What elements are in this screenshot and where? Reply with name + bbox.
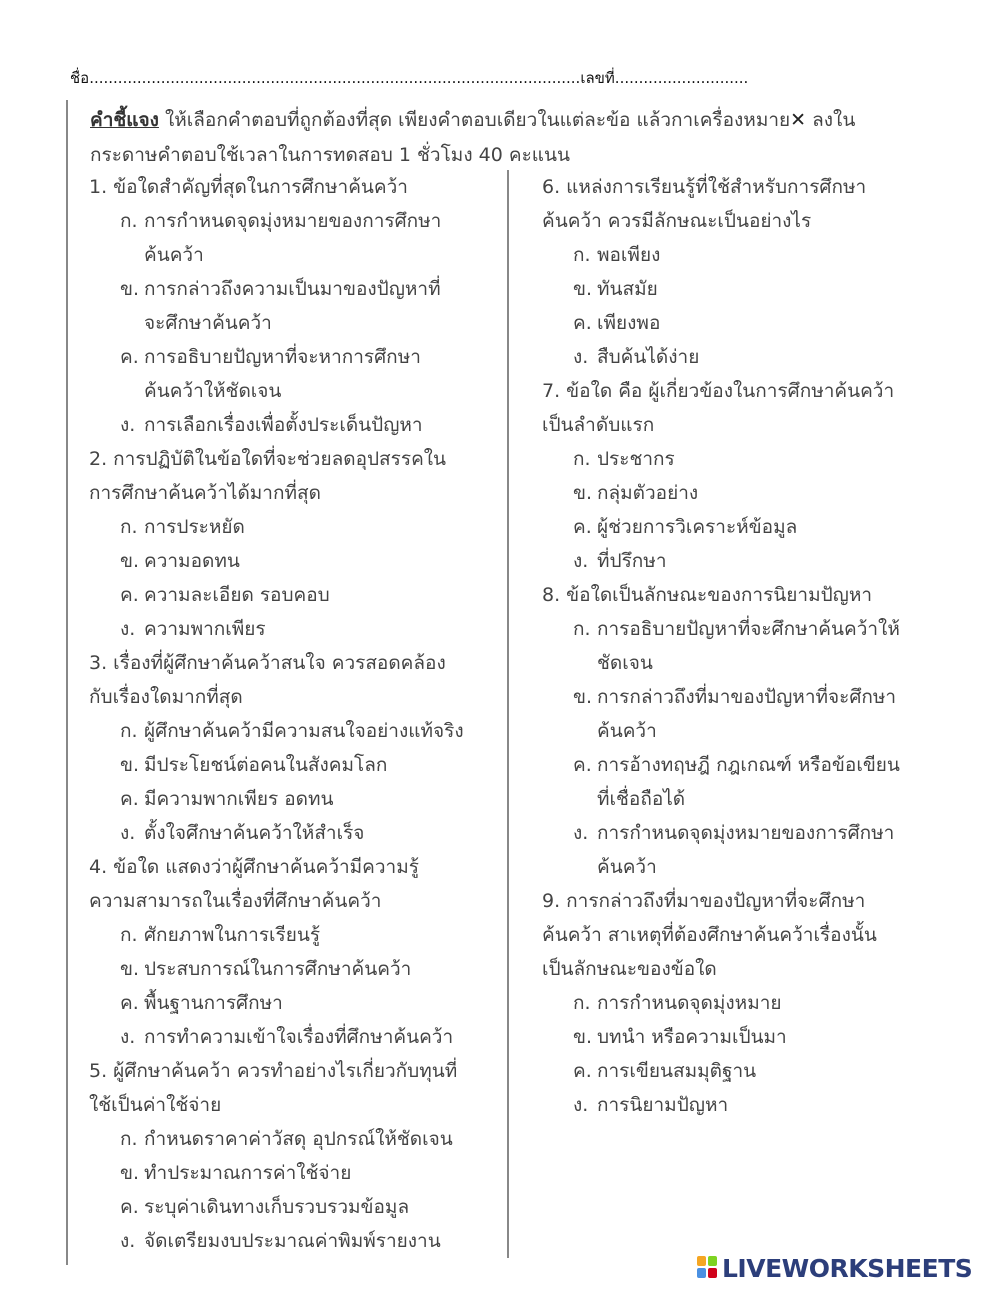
- answer-option: [543, 748, 943, 816]
- question-stem-line: ค้นคว้า ควรมีลักษณะเป็นอย่างไร: [542, 210, 812, 232]
- answer-option: [90, 340, 500, 408]
- option-text: การอธิบายปัญหาที่จะหาการศึกษา: [144, 346, 421, 368]
- left-question-column: [90, 170, 500, 1258]
- question: [543, 170, 943, 374]
- question-stem-line: 7. ข้อใด คือ ผู้เกี่ยวข้องในการศึกษาค้นคว้า: [542, 380, 895, 402]
- answer-option: [90, 918, 500, 952]
- option-letter: ง.: [120, 618, 136, 640]
- option-letter: ก.: [120, 924, 138, 946]
- question-stem-line: เป็นลักษณะของข้อใด: [542, 958, 717, 980]
- option-text: ตั้งใจศึกษาค้นคว้าให้สำเร็จ: [144, 822, 365, 844]
- question-stem: [90, 1054, 500, 1122]
- option-letter: ง.: [573, 550, 589, 572]
- option-text: ผู้ช่วยการวิเคราะห์ข้อมูล: [597, 516, 798, 538]
- question-stem: [90, 850, 500, 918]
- option-text: การเขียนสมมุติฐาน: [597, 1060, 757, 1082]
- question-stem: [543, 170, 943, 238]
- option-letter: ง.: [573, 822, 589, 844]
- answer-option: [543, 680, 943, 748]
- question-stem-line: การศึกษาค้นคว้าได้มากที่สุด: [89, 482, 321, 504]
- option-text: เพียงพอ: [597, 312, 661, 334]
- option-text-continued: ค้นคว้า: [144, 244, 204, 266]
- question: [90, 1054, 500, 1258]
- question-stem-line: 4. ข้อใด แสดงว่าผู้ศึกษาค้นคว้ามีความรู้: [89, 856, 419, 878]
- option-text: ความอดทน: [144, 550, 240, 572]
- question-stem: [543, 884, 943, 986]
- question-stem-line: 6. แหล่งการเรียนรู้ที่ใช้สำหรับการศึกษา: [542, 176, 867, 198]
- answer-option: [543, 986, 943, 1020]
- answer-option: [90, 1122, 500, 1156]
- question: [543, 374, 943, 578]
- answer-option: [543, 476, 943, 510]
- option-text: การนิยามปัญหา: [597, 1094, 729, 1116]
- question-stem-line: ใช้เป็นค่าใช้จ่าย: [89, 1094, 222, 1116]
- option-text-continued: ที่เชื่อถือได้: [597, 788, 686, 810]
- question: [90, 850, 500, 1054]
- answer-option: [543, 1020, 943, 1054]
- logo-icon-square: [708, 1256, 717, 1266]
- option-text: การกำหนดจุดมุ่งหมาย: [597, 992, 782, 1014]
- option-letter: ง.: [120, 1026, 136, 1048]
- question-stem-line: เป็นลำดับแรก: [542, 414, 655, 436]
- option-text: จัดเตรียมงบประมาณค่าพิมพ์รายงาน: [144, 1230, 441, 1252]
- header-line: [70, 66, 748, 90]
- answer-option: [90, 1190, 500, 1224]
- option-text: ความพากเพียร: [144, 618, 266, 640]
- option-text: พื้นฐานการศึกษา: [144, 992, 283, 1014]
- logo-icon-square: [708, 1268, 717, 1278]
- liveworksheets-logo-icon: [697, 1256, 719, 1280]
- option-letter: ก.: [573, 244, 591, 266]
- option-letter: ค.: [120, 1196, 139, 1218]
- option-text: การกล่าวถึงความเป็นมาของปัญหาที่: [144, 278, 441, 300]
- name-label: ชื่อ: [70, 69, 90, 87]
- option-letter: ก.: [573, 448, 591, 470]
- option-letter: ค.: [573, 312, 592, 334]
- number-field[interactable]: ............................: [614, 69, 749, 87]
- question-stem-line: 5. ผู้ศึกษาค้นคว้า ควรทำอย่างไรเกี่ยวกับทุนที่: [89, 1060, 458, 1082]
- option-text: ผู้ศึกษาค้นคว้ามีความสนใจอย่างแท้จริง: [144, 720, 464, 742]
- answer-option: [543, 340, 943, 374]
- answer-option: [90, 204, 500, 272]
- instructions-text-1: ให้เลือกคำตอบที่ถูกต้องที่สุด เพียงคำตอบเดียวในแต่ละข้อ แล้วกาเครื่องหมาย: [158, 109, 791, 131]
- option-text: ประสบการณ์ในการศึกษาค้นคว้า: [144, 958, 412, 980]
- option-letter: ข.: [120, 1162, 140, 1184]
- option-letter: ข.: [120, 958, 140, 980]
- option-letter: ก.: [573, 618, 591, 640]
- question-stem: [543, 578, 943, 612]
- option-text: สืบค้นได้ง่าย: [597, 346, 700, 368]
- question-stem-line: 3. เรื่องที่ผู้ศึกษาค้นคว้าสนใจ ควรสอดคล้อง: [89, 652, 446, 674]
- option-letter: ข.: [573, 1026, 593, 1048]
- option-letter: ง.: [573, 1094, 589, 1116]
- answer-option: [543, 816, 943, 884]
- question-stem: [90, 646, 500, 714]
- answer-option: [90, 782, 500, 816]
- option-text: ทำประมาณการค่าใช้จ่าย: [144, 1162, 352, 1184]
- liveworksheets-logo: [697, 1253, 972, 1283]
- logo-icon-square: [697, 1256, 706, 1266]
- answer-option: [543, 1088, 943, 1122]
- answer-option: [543, 306, 943, 340]
- answer-option: [90, 578, 500, 612]
- option-text: ทันสมัย: [597, 278, 658, 300]
- question-stem-line: กับเรื่องใดมากที่สุด: [89, 686, 243, 708]
- answer-option: [543, 238, 943, 272]
- answer-option: [543, 612, 943, 680]
- question-stem: [90, 170, 500, 204]
- x-mark-icon: ✕: [790, 109, 807, 131]
- option-letter: ข.: [573, 686, 593, 708]
- answer-option: [543, 1054, 943, 1088]
- question: [543, 884, 943, 1122]
- option-letter: ค.: [573, 1060, 592, 1082]
- option-letter: ข.: [573, 278, 593, 300]
- name-field[interactable]: .......................................................................................................: [89, 69, 581, 87]
- option-text: ประชากร: [597, 448, 675, 470]
- question: [90, 170, 500, 442]
- answer-option: [90, 748, 500, 782]
- option-text: การอ้างทฤษฎี กฎเกณฑ์ หรือข้อเขียน: [597, 754, 900, 776]
- option-text: พอเพียง: [597, 244, 661, 266]
- answer-option: [543, 510, 943, 544]
- right-question-column: [543, 170, 943, 1122]
- answer-option: [90, 612, 500, 646]
- option-text-continued: ชัดเจน: [597, 652, 653, 674]
- option-letter: ก.: [120, 720, 138, 742]
- question-stem-line: 8. ข้อใดเป็นลักษณะของการนิยามปัญหา: [542, 584, 873, 606]
- option-text: มีประโยชน์ต่อคนในสังคมโลก: [144, 754, 388, 776]
- instructions-line-2: กระดาษคำตอบใช้เวลาในการทดสอบ 1 ชั่วโมง 40 คะแนน: [90, 144, 570, 166]
- question-stem-line: ความสามารถในเรื่องที่ศึกษาค้นคว้า: [89, 890, 382, 912]
- question-stem-line: 2. การปฏิบัติในข้อใดที่จะช่วยลดอุปสรรคใน: [89, 448, 447, 470]
- answer-option: [90, 510, 500, 544]
- option-letter: ง.: [120, 822, 136, 844]
- answer-option: [90, 544, 500, 578]
- option-text: การกล่าวถึงที่มาของปัญหาที่จะศึกษา: [597, 686, 897, 708]
- instructions-line-1: [90, 103, 910, 138]
- option-letter: ค.: [120, 584, 139, 606]
- answer-option: [90, 986, 500, 1020]
- answer-option: [90, 1224, 500, 1258]
- option-text: การกำหนดจุดมุ่งหมายของการศึกษา: [597, 822, 895, 844]
- option-letter: ก.: [120, 516, 138, 538]
- question-stem-line: 9. การกล่าวถึงที่มาของปัญหาที่จะศึกษา: [542, 890, 866, 912]
- question: [90, 442, 500, 646]
- option-text: มีความพากเพียร อดทน: [144, 788, 334, 810]
- logo-icon-square: [697, 1268, 706, 1278]
- instructions-label: คำชี้แจง: [90, 109, 159, 131]
- logo-text: LIVEWORKSHEETS: [722, 1253, 973, 1283]
- option-text: การเลือกเรื่องเพื่อตั้งประเด็นปัญหา: [144, 414, 423, 436]
- option-text-continued: ค้นคว้า: [597, 720, 657, 742]
- answer-option: [543, 544, 943, 578]
- option-letter: ง.: [120, 414, 136, 436]
- option-letter: ง.: [120, 1230, 136, 1252]
- left-border-line: [66, 100, 68, 1265]
- option-text: กำหนดราคาค่าวัสดุ อุปกรณ์ให้ชัดเจน: [144, 1128, 453, 1150]
- question-stem: [543, 374, 943, 442]
- option-text: กลุ่มตัวอย่าง: [597, 482, 699, 504]
- option-text: ระบุค่าเดินทางเก็บรวบรวมข้อมูล: [144, 1196, 410, 1218]
- option-letter: ข.: [120, 754, 140, 776]
- option-letter: ก.: [120, 1128, 138, 1150]
- option-text-continued: จะศึกษาค้นคว้า: [144, 312, 272, 334]
- column-divider: [507, 170, 509, 1258]
- option-letter: ค.: [120, 992, 139, 1014]
- option-text-continued: ค้นคว้าให้ชัดเจน: [144, 380, 282, 402]
- option-text: บทนำ หรือความเป็นมา: [597, 1026, 787, 1048]
- answer-option: [90, 714, 500, 748]
- number-label: เลขที่: [580, 69, 615, 87]
- option-letter: ก.: [573, 992, 591, 1014]
- question-stem-line: 1. ข้อใดสำคัญที่สุดในการศึกษาค้นคว้า: [89, 176, 408, 198]
- option-letter: ก.: [120, 210, 138, 232]
- answer-option: [90, 952, 500, 986]
- question: [543, 578, 943, 884]
- option-text: ที่ปรึกษา: [597, 550, 667, 572]
- option-text: การทำความเข้าใจเรื่องที่ศึกษาค้นคว้า: [144, 1026, 454, 1048]
- answer-option: [543, 272, 943, 306]
- question-stem-line: ค้นคว้า สาเหตุที่ต้องศึกษาค้นคว้าเรื่องนั้น: [542, 924, 877, 946]
- answer-option: [90, 408, 500, 442]
- option-text: ความละเอียด รอบคอบ: [144, 584, 330, 606]
- option-text: การกำหนดจุดมุ่งหมายของการศึกษา: [144, 210, 442, 232]
- answer-option: [90, 272, 500, 340]
- option-letter: ค.: [120, 788, 139, 810]
- answer-option: [90, 816, 500, 850]
- option-text-continued: ค้นคว้า: [597, 856, 657, 878]
- answer-option: [543, 442, 943, 476]
- option-text: ศักยภาพในการเรียนรู้: [144, 924, 321, 946]
- option-letter: ค.: [120, 346, 139, 368]
- option-letter: ค.: [573, 754, 592, 776]
- option-letter: ง.: [573, 346, 589, 368]
- answer-option: [90, 1156, 500, 1190]
- option-letter: ข.: [120, 550, 140, 572]
- instructions: [90, 103, 910, 173]
- question-stem: [90, 442, 500, 510]
- question: [90, 646, 500, 850]
- option-letter: ข.: [120, 278, 140, 300]
- option-text: การประหยัด: [144, 516, 245, 538]
- answer-option: [90, 1020, 500, 1054]
- option-letter: ค.: [573, 516, 592, 538]
- option-text: การอธิบายปัญหาที่จะศึกษาค้นคว้าให้: [597, 618, 900, 640]
- option-letter: ข.: [573, 482, 593, 504]
- instructions-text-2: ลงใน: [806, 109, 856, 131]
